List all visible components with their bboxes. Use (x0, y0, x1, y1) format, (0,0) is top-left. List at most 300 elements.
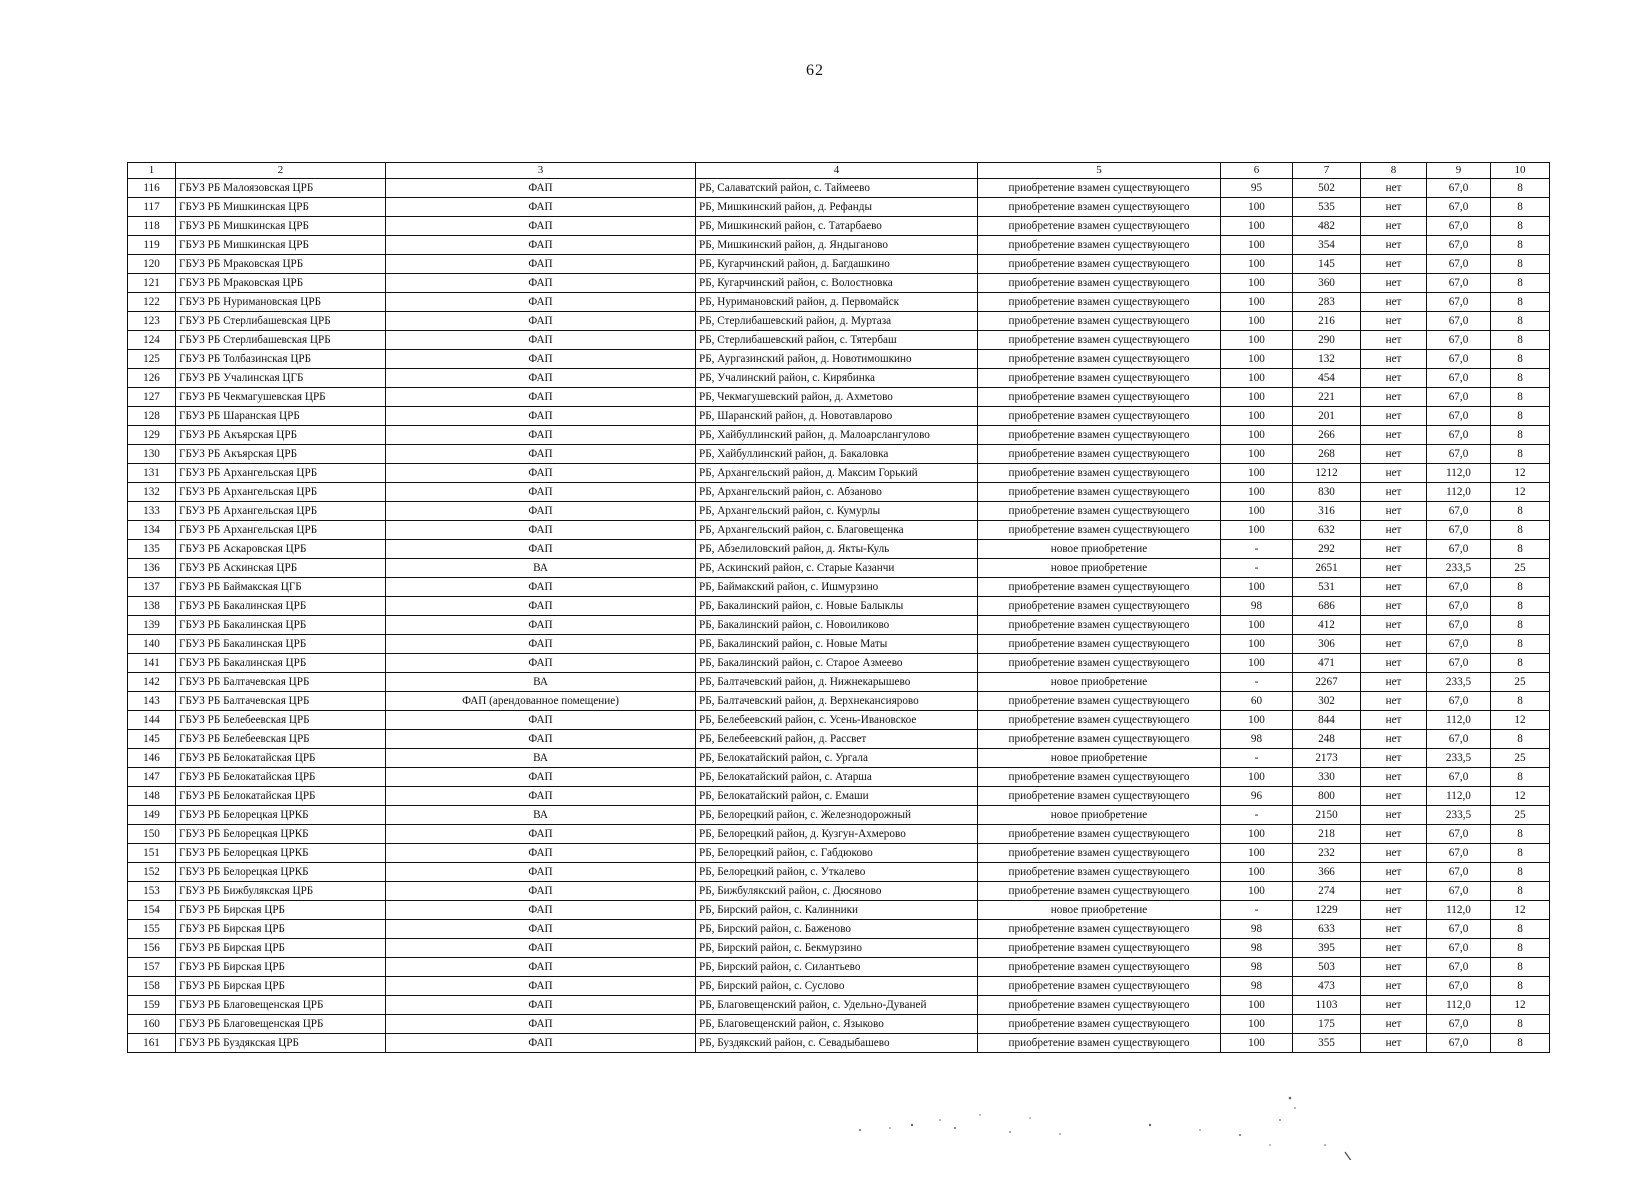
cell-cost: 67,0 (1427, 293, 1491, 312)
table-row (128, 179, 1550, 198)
cell-count: 12 (1491, 901, 1550, 920)
cell-institution: ГБУЗ РБ Мишкинская ЦРБ (176, 236, 386, 255)
table-row (128, 787, 1550, 806)
cell-cost: 67,0 (1427, 920, 1491, 939)
cell-address: РБ, Балтачевский район, д. Верхнекансиярово (696, 692, 978, 711)
table-row (128, 730, 1550, 749)
table-row (128, 559, 1550, 578)
cell-acquisition-type: приобретение взамен существующего (978, 236, 1221, 255)
cell-wear-percent: 98 (1221, 597, 1293, 616)
cell-count: 8 (1491, 1015, 1550, 1034)
cell-row-number: 160 (128, 1015, 176, 1034)
cell-cost: 112,0 (1427, 901, 1491, 920)
cell-wear-percent: 100 (1221, 1015, 1293, 1034)
cell-cost: 233,5 (1427, 806, 1491, 825)
cell-row-number: 146 (128, 749, 176, 768)
table-row (128, 654, 1550, 673)
cell-institution: ГБУЗ РБ Бакалинская ЦРБ (176, 635, 386, 654)
table-row (128, 540, 1550, 559)
cell-count: 8 (1491, 521, 1550, 540)
column-header-7: 7 (1293, 163, 1361, 179)
cell-row-number: 129 (128, 426, 176, 445)
cell-population: 2651 (1293, 559, 1361, 578)
cell-facility-type: ФАП (386, 977, 696, 996)
cell-count: 8 (1491, 407, 1550, 426)
cell-availability: нет (1361, 749, 1427, 768)
table-row (128, 217, 1550, 236)
cell-wear-percent: 100 (1221, 236, 1293, 255)
cell-cost: 67,0 (1427, 312, 1491, 331)
cell-address: РБ, Салаватский район, с. Таймеево (696, 179, 978, 198)
cell-cost: 67,0 (1427, 521, 1491, 540)
cell-count: 8 (1491, 540, 1550, 559)
cell-row-number: 141 (128, 654, 176, 673)
cell-address: РБ, Балтачевский район, д. Нижнекарышево (696, 673, 978, 692)
cell-cost: 112,0 (1427, 483, 1491, 502)
cell-row-number: 154 (128, 901, 176, 920)
table-row (128, 673, 1550, 692)
cell-institution: ГБУЗ РБ Стерлибашевская ЦРБ (176, 331, 386, 350)
cell-address: РБ, Бижбулякский район, с. Дюсяново (696, 882, 978, 901)
cell-cost: 67,0 (1427, 331, 1491, 350)
cell-acquisition-type: приобретение взамен существующего (978, 198, 1221, 217)
cell-availability: нет (1361, 806, 1427, 825)
cell-institution: ГБУЗ РБ Белебеевская ЦРБ (176, 730, 386, 749)
cell-cost: 67,0 (1427, 236, 1491, 255)
cell-availability: нет (1361, 274, 1427, 293)
cell-cost: 67,0 (1427, 217, 1491, 236)
cell-facility-type: ФАП (386, 882, 696, 901)
table-row (128, 407, 1550, 426)
cell-population: 306 (1293, 635, 1361, 654)
table-row (128, 521, 1550, 540)
cell-acquisition-type: приобретение взамен существующего (978, 863, 1221, 882)
cell-row-number: 138 (128, 597, 176, 616)
table-row (128, 293, 1550, 312)
cell-row-number: 152 (128, 863, 176, 882)
cell-population: 268 (1293, 445, 1361, 464)
cell-count: 12 (1491, 464, 1550, 483)
cell-count: 8 (1491, 236, 1550, 255)
cell-wear-percent: 100 (1221, 844, 1293, 863)
cell-population: 232 (1293, 844, 1361, 863)
cell-population: 216 (1293, 312, 1361, 331)
cell-row-number: 153 (128, 882, 176, 901)
cell-population: 316 (1293, 502, 1361, 521)
cell-count: 8 (1491, 388, 1550, 407)
cell-facility-type: ФАП (386, 901, 696, 920)
cell-address: РБ, Мишкинский район, д. Яндыганово (696, 236, 978, 255)
cell-cost: 67,0 (1427, 350, 1491, 369)
cell-row-number: 117 (128, 198, 176, 217)
cell-cost: 67,0 (1427, 578, 1491, 597)
cell-cost: 67,0 (1427, 616, 1491, 635)
cell-institution: ГБУЗ РБ Бирская ЦРБ (176, 939, 386, 958)
cell-availability: нет (1361, 597, 1427, 616)
cell-institution: ГБУЗ РБ Благовещенская ЦРБ (176, 1015, 386, 1034)
cell-availability: нет (1361, 369, 1427, 388)
cell-cost: 233,5 (1427, 673, 1491, 692)
cell-wear-percent: 100 (1221, 198, 1293, 217)
table-row (128, 578, 1550, 597)
cell-acquisition-type: приобретение взамен существующего (978, 996, 1221, 1015)
column-header-1: 1 (128, 163, 176, 179)
table-row (128, 958, 1550, 977)
cell-count: 8 (1491, 578, 1550, 597)
table-row (128, 274, 1550, 293)
cell-row-number: 122 (128, 293, 176, 312)
cell-acquisition-type: приобретение взамен существующего (978, 274, 1221, 293)
column-header-5: 5 (978, 163, 1221, 179)
cell-wear-percent: 100 (1221, 578, 1293, 597)
cell-acquisition-type: приобретение взамен существующего (978, 483, 1221, 502)
cell-row-number: 139 (128, 616, 176, 635)
table-row (128, 882, 1550, 901)
cell-facility-type: ФАП (386, 1015, 696, 1034)
cell-availability: нет (1361, 407, 1427, 426)
cell-facility-type: ФАП (386, 635, 696, 654)
cell-count: 8 (1491, 1034, 1550, 1053)
cell-acquisition-type: приобретение взамен существующего (978, 350, 1221, 369)
cell-availability: нет (1361, 635, 1427, 654)
cell-acquisition-type: новое приобретение (978, 749, 1221, 768)
table-row (128, 768, 1550, 787)
cell-population: 248 (1293, 730, 1361, 749)
cell-row-number: 133 (128, 502, 176, 521)
cell-row-number: 118 (128, 217, 176, 236)
cell-availability: нет (1361, 255, 1427, 274)
cell-facility-type: ФАП (386, 426, 696, 445)
cell-cost: 67,0 (1427, 407, 1491, 426)
cell-wear-percent: 100 (1221, 521, 1293, 540)
cell-acquisition-type: приобретение взамен существующего (978, 939, 1221, 958)
cell-institution: ГБУЗ РБ Архангельская ЦРБ (176, 464, 386, 483)
cell-wear-percent: 100 (1221, 217, 1293, 236)
cell-count: 25 (1491, 806, 1550, 825)
cell-availability: нет (1361, 958, 1427, 977)
cell-population: 290 (1293, 331, 1361, 350)
cell-facility-type: ФАП (386, 464, 696, 483)
table-row (128, 1034, 1550, 1053)
cell-cost: 67,0 (1427, 1015, 1491, 1034)
cell-cost: 67,0 (1427, 1034, 1491, 1053)
cell-facility-type: ФАП (386, 407, 696, 426)
cell-institution: ГБУЗ РБ Архангельская ЦРБ (176, 521, 386, 540)
cell-acquisition-type: приобретение взамен существующего (978, 616, 1221, 635)
cell-institution: ГБУЗ РБ Акъярская ЦРБ (176, 426, 386, 445)
cell-institution: ГБУЗ РБ Благовещенская ЦРБ (176, 996, 386, 1015)
cell-cost: 67,0 (1427, 597, 1491, 616)
table-header (128, 163, 1550, 179)
cell-acquisition-type: приобретение взамен существующего (978, 692, 1221, 711)
cell-availability: нет (1361, 692, 1427, 711)
cell-cost: 67,0 (1427, 863, 1491, 882)
cell-acquisition-type: приобретение взамен существующего (978, 521, 1221, 540)
cell-wear-percent: - (1221, 673, 1293, 692)
cell-availability: нет (1361, 920, 1427, 939)
cell-institution: ГБУЗ РБ Белокатайская ЦРБ (176, 749, 386, 768)
cell-address: РБ, Нуримановский район, д. Первомайск (696, 293, 978, 312)
cell-population: 201 (1293, 407, 1361, 426)
cell-population: 632 (1293, 521, 1361, 540)
table-row (128, 350, 1550, 369)
cell-count: 8 (1491, 692, 1550, 711)
cell-availability: нет (1361, 730, 1427, 749)
cell-acquisition-type: приобретение взамен существующего (978, 977, 1221, 996)
cell-acquisition-type: приобретение взамен существующего (978, 369, 1221, 388)
cell-cost: 67,0 (1427, 939, 1491, 958)
cell-institution: ГБУЗ РБ Белокатайская ЦРБ (176, 787, 386, 806)
table-body (128, 179, 1550, 1053)
cell-address: РБ, Белебеевский район, с. Усень-Ивановское (696, 711, 978, 730)
cell-wear-percent: 100 (1221, 768, 1293, 787)
cell-count: 8 (1491, 958, 1550, 977)
cell-institution: ГБУЗ РБ Архангельская ЦРБ (176, 483, 386, 502)
cell-availability: нет (1361, 977, 1427, 996)
cell-availability: нет (1361, 236, 1427, 255)
cell-availability: нет (1361, 464, 1427, 483)
cell-facility-type: ФАП (386, 445, 696, 464)
cell-cost: 67,0 (1427, 844, 1491, 863)
cell-availability: нет (1361, 863, 1427, 882)
cell-count: 25 (1491, 749, 1550, 768)
cell-population: 175 (1293, 1015, 1361, 1034)
cell-cost: 233,5 (1427, 559, 1491, 578)
cell-population: 145 (1293, 255, 1361, 274)
cell-address: РБ, Бирский район, с. Баженово (696, 920, 978, 939)
cell-wear-percent: - (1221, 806, 1293, 825)
cell-facility-type: ФАП (386, 388, 696, 407)
cell-wear-percent: 100 (1221, 331, 1293, 350)
table-row (128, 312, 1550, 331)
cell-availability: нет (1361, 882, 1427, 901)
cell-wear-percent: 100 (1221, 293, 1293, 312)
cell-population: 535 (1293, 198, 1361, 217)
cell-wear-percent: 98 (1221, 958, 1293, 977)
cell-institution: ГБУЗ РБ Аскаровская ЦРБ (176, 540, 386, 559)
cell-address: РБ, Баймакский район, с. Ишмурзино (696, 578, 978, 597)
cell-availability: нет (1361, 331, 1427, 350)
cell-institution: ГБУЗ РБ Аскинская ЦРБ (176, 559, 386, 578)
cell-wear-percent: - (1221, 540, 1293, 559)
cell-count: 8 (1491, 445, 1550, 464)
cell-wear-percent: 100 (1221, 274, 1293, 293)
cell-row-number: 155 (128, 920, 176, 939)
cell-cost: 67,0 (1427, 274, 1491, 293)
cell-population: 1103 (1293, 996, 1361, 1015)
cell-institution: ГБУЗ РБ Белорецкая ЦРКБ (176, 844, 386, 863)
table-row (128, 635, 1550, 654)
cell-population: 354 (1293, 236, 1361, 255)
cell-acquisition-type: приобретение взамен существующего (978, 179, 1221, 198)
cell-row-number: 128 (128, 407, 176, 426)
cell-availability: нет (1361, 559, 1427, 578)
cell-cost: 67,0 (1427, 958, 1491, 977)
cell-acquisition-type: приобретение взамен существующего (978, 426, 1221, 445)
cell-cost: 67,0 (1427, 825, 1491, 844)
cell-availability: нет (1361, 312, 1427, 331)
cell-address: РБ, Белорецкий район, с. Габдюково (696, 844, 978, 863)
cell-institution: ГБУЗ РБ Бакалинская ЦРБ (176, 616, 386, 635)
cell-availability: нет (1361, 293, 1427, 312)
cell-acquisition-type: приобретение взамен существующего (978, 255, 1221, 274)
cell-population: 2267 (1293, 673, 1361, 692)
cell-acquisition-type: приобретение взамен существующего (978, 787, 1221, 806)
cell-population: 274 (1293, 882, 1361, 901)
cell-count: 8 (1491, 977, 1550, 996)
cell-availability: нет (1361, 844, 1427, 863)
cell-row-number: 135 (128, 540, 176, 559)
table-row (128, 711, 1550, 730)
cell-availability: нет (1361, 654, 1427, 673)
cell-row-number: 123 (128, 312, 176, 331)
cell-population: 800 (1293, 787, 1361, 806)
cell-address: РБ, Белебеевский район, д. Рассвет (696, 730, 978, 749)
table-row (128, 445, 1550, 464)
cell-count: 8 (1491, 369, 1550, 388)
cell-acquisition-type: приобретение взамен существующего (978, 1034, 1221, 1053)
cell-cost: 67,0 (1427, 255, 1491, 274)
cell-cost: 233,5 (1427, 749, 1491, 768)
cell-availability: нет (1361, 768, 1427, 787)
cell-count: 8 (1491, 939, 1550, 958)
cell-count: 8 (1491, 597, 1550, 616)
cell-facility-type: ФАП (386, 521, 696, 540)
cell-acquisition-type: приобретение взамен существующего (978, 464, 1221, 483)
cell-acquisition-type: приобретение взамен существующего (978, 635, 1221, 654)
cell-row-number: 125 (128, 350, 176, 369)
cell-institution: ГБУЗ РБ Бирская ЦРБ (176, 977, 386, 996)
cell-availability: нет (1361, 426, 1427, 445)
cell-wear-percent: 98 (1221, 920, 1293, 939)
cell-facility-type: ФАП (386, 996, 696, 1015)
cell-address: РБ, Хайбуллинский район, д. Бакаловка (696, 445, 978, 464)
cell-institution: ГБУЗ РБ Балтачевская ЦРБ (176, 673, 386, 692)
cell-acquisition-type: приобретение взамен существующего (978, 217, 1221, 236)
cell-institution: ГБУЗ РБ Мишкинская ЦРБ (176, 217, 386, 236)
table-row (128, 920, 1550, 939)
cell-address: РБ, Буздякский район, с. Севадыбашево (696, 1034, 978, 1053)
cell-cost: 67,0 (1427, 388, 1491, 407)
table-row (128, 863, 1550, 882)
cell-population: 473 (1293, 977, 1361, 996)
cell-population: 412 (1293, 616, 1361, 635)
cell-population: 482 (1293, 217, 1361, 236)
cell-availability: нет (1361, 616, 1427, 635)
table-row (128, 996, 1550, 1015)
cell-acquisition-type: приобретение взамен существующего (978, 882, 1221, 901)
cell-acquisition-type: приобретение взамен существующего (978, 958, 1221, 977)
cell-population: 302 (1293, 692, 1361, 711)
cell-address: РБ, Архангельский район, с. Кумурлы (696, 502, 978, 521)
cell-acquisition-type: приобретение взамен существующего (978, 312, 1221, 331)
cell-wear-percent: 98 (1221, 977, 1293, 996)
cell-population: 2150 (1293, 806, 1361, 825)
facilities-table (127, 162, 1550, 1053)
cell-facility-type: ФАП (386, 350, 696, 369)
cell-address: РБ, Мишкинский район, д. Рефанды (696, 198, 978, 217)
cell-row-number: 120 (128, 255, 176, 274)
cell-facility-type: ФАП (386, 540, 696, 559)
cell-row-number: 131 (128, 464, 176, 483)
cell-institution: ГБУЗ РБ Буздякская ЦРБ (176, 1034, 386, 1053)
cell-facility-type: ВА (386, 559, 696, 578)
cell-row-number: 144 (128, 711, 176, 730)
column-header-6: 6 (1221, 163, 1293, 179)
cell-cost: 112,0 (1427, 996, 1491, 1015)
cell-institution: ГБУЗ РБ Шаранская ЦРБ (176, 407, 386, 426)
cell-acquisition-type: приобретение взамен существующего (978, 844, 1221, 863)
cell-availability: нет (1361, 901, 1427, 920)
cell-row-number: 158 (128, 977, 176, 996)
cell-row-number: 145 (128, 730, 176, 749)
cell-availability: нет (1361, 825, 1427, 844)
cell-acquisition-type: приобретение взамен существующего (978, 407, 1221, 426)
cell-population: 1212 (1293, 464, 1361, 483)
cell-wear-percent: 100 (1221, 635, 1293, 654)
cell-row-number: 121 (128, 274, 176, 293)
cell-address: РБ, Бакалинский район, с. Новоиликово (696, 616, 978, 635)
cell-availability: нет (1361, 350, 1427, 369)
cell-institution: ГБУЗ РБ Бакалинская ЦРБ (176, 654, 386, 673)
table-row (128, 236, 1550, 255)
cell-facility-type: ВА (386, 673, 696, 692)
cell-institution: ГБУЗ РБ Баймакская ЦГБ (176, 578, 386, 597)
cell-wear-percent: 95 (1221, 179, 1293, 198)
cell-count: 8 (1491, 274, 1550, 293)
cell-cost: 67,0 (1427, 369, 1491, 388)
cell-facility-type: ВА (386, 749, 696, 768)
cell-count: 8 (1491, 502, 1550, 521)
cell-address: РБ, Кугарчинский район, д. Багдашкино (696, 255, 978, 274)
cell-acquisition-type: приобретение взамен существующего (978, 331, 1221, 350)
cell-address: РБ, Белокатайский район, с. Емаши (696, 787, 978, 806)
cell-count: 8 (1491, 768, 1550, 787)
cell-institution: ГБУЗ РБ Белорецкая ЦРКБ (176, 863, 386, 882)
cell-row-number: 126 (128, 369, 176, 388)
cell-address: РБ, Благовещенский район, с. Языково (696, 1015, 978, 1034)
cell-acquisition-type: приобретение взамен существующего (978, 388, 1221, 407)
cell-wear-percent: 98 (1221, 730, 1293, 749)
cell-facility-type: ФАП (386, 217, 696, 236)
cell-acquisition-type: приобретение взамен существующего (978, 597, 1221, 616)
cell-acquisition-type: новое приобретение (978, 901, 1221, 920)
cell-institution: ГБУЗ РБ Бирская ЦРБ (176, 958, 386, 977)
cell-facility-type: ФАП (386, 312, 696, 331)
table-row (128, 597, 1550, 616)
cell-address: РБ, Белокатайский район, с. Ургала (696, 749, 978, 768)
cell-institution: ГБУЗ РБ Белокатайская ЦРБ (176, 768, 386, 787)
table-row (128, 901, 1550, 920)
cell-cost: 67,0 (1427, 730, 1491, 749)
cell-wear-percent: 100 (1221, 654, 1293, 673)
cell-row-number: 147 (128, 768, 176, 787)
cell-population: 1229 (1293, 901, 1361, 920)
cell-institution: ГБУЗ РБ Мишкинская ЦРБ (176, 198, 386, 217)
cell-acquisition-type: новое приобретение (978, 540, 1221, 559)
cell-availability: нет (1361, 445, 1427, 464)
cell-address: РБ, Шаранский район, д. Новотавларово (696, 407, 978, 426)
cell-acquisition-type: приобретение взамен существующего (978, 578, 1221, 597)
cell-acquisition-type: приобретение взамен существующего (978, 445, 1221, 464)
table-row (128, 692, 1550, 711)
cell-acquisition-type: приобретение взамен существующего (978, 920, 1221, 939)
table-row (128, 806, 1550, 825)
cell-count: 8 (1491, 350, 1550, 369)
cell-population: 686 (1293, 597, 1361, 616)
cell-count: 8 (1491, 426, 1550, 445)
cell-facility-type: ФАП (386, 198, 696, 217)
